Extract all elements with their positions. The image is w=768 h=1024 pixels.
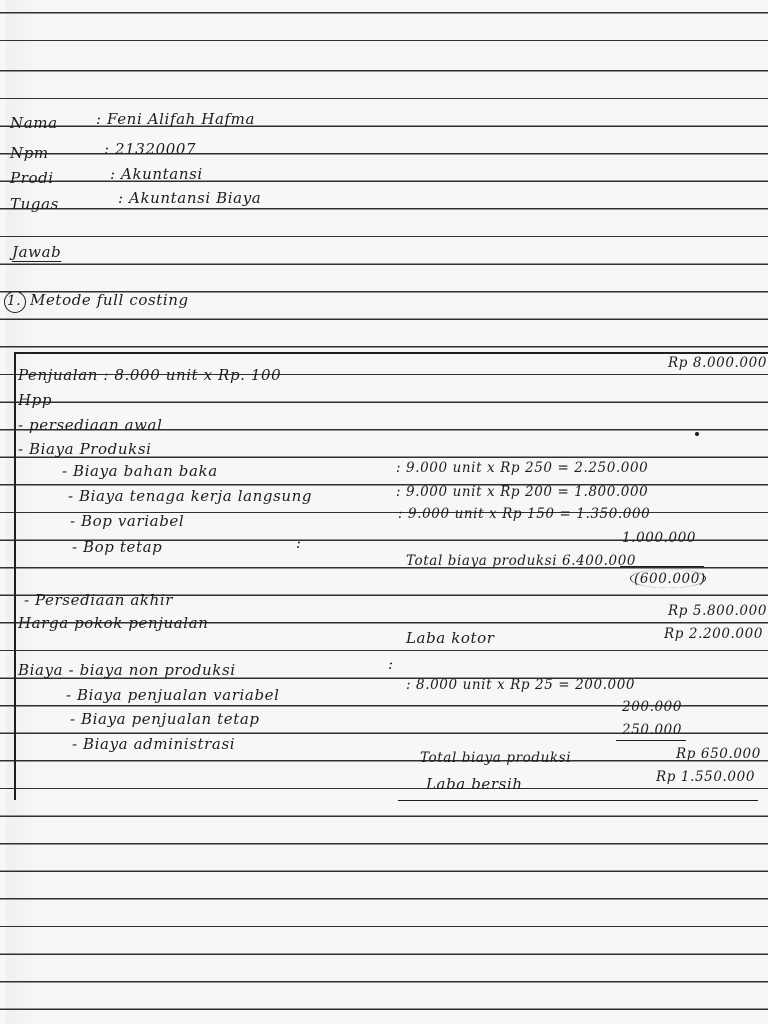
admin-value: 250.000 — [622, 722, 683, 738]
sales-line: Penjualan : 8.000 unit x Rp. 100 — [18, 366, 282, 384]
total-underline — [620, 566, 704, 567]
hpp-label: Hpp — [18, 391, 53, 409]
gross-profit-value: Rp 2.200.000 — [664, 626, 764, 642]
net-profit-label: Laba bersih — [426, 775, 523, 793]
total-nonprod-label: Total biaya produksi — [420, 750, 572, 766]
ink-dot — [695, 432, 699, 436]
variable-overhead-label: - Bop variabel — [70, 512, 185, 530]
ending-inventory-value: (600.000) — [634, 571, 706, 587]
raw-material-calc: : 9.000 unit x Rp 250 = 2.250.000 — [396, 460, 649, 476]
variable-selling-label: - Biaya penjualan variabel — [66, 686, 280, 704]
direct-labor-label: - Biaya tenaga kerja langsung — [68, 487, 313, 505]
nonprod-label: Biaya - biaya non produksi — [18, 661, 236, 679]
variable-selling-calc: : 8.000 unit x Rp 25 = 200.000 — [406, 677, 636, 693]
fixed-selling-value: 200.000 — [622, 699, 683, 715]
tugas-label: Tugas — [10, 195, 59, 213]
name-value: : Feni Alifah Hafma — [96, 110, 256, 128]
admin-label: - Biaya administrasi — [72, 735, 236, 753]
ending-inventory-label: - Persediaan akhir — [24, 591, 174, 609]
variable-overhead-calc: : 9.000 unit x Rp 150 = 1.350.000 — [398, 506, 651, 522]
raw-material-label: - Biaya bahan baka — [62, 462, 218, 480]
net-profit-value: Rp 1.550.000 — [656, 769, 756, 785]
prodi-value: : Akuntansi — [110, 165, 203, 183]
gross-profit-label: Laba kotor — [406, 629, 495, 647]
question-number: 1. — [7, 293, 22, 309]
total-nonprod-value: Rp 650.000 — [676, 746, 761, 762]
tugas-value: : Akuntansi Biaya — [118, 189, 262, 207]
cogs-label: Harga pokok penjualan — [18, 614, 209, 632]
direct-labor-calc: : 9.000 unit x Rp 200 = 1.800.000 — [396, 484, 649, 500]
method-title: Metode full costing — [30, 291, 189, 309]
nonprod-colon: : — [388, 655, 394, 673]
jawab-heading: Jawab — [12, 243, 62, 261]
name-label: Nama — [10, 114, 58, 132]
production-costs-label: - Biaya Produksi — [18, 440, 152, 458]
fixed-overhead-colon: : — [296, 534, 302, 552]
fixed-overhead-value: 1.000.000 — [622, 530, 697, 546]
npm-value: : 21320007 — [104, 140, 197, 158]
fixed-selling-label: - Biaya penjualan tetap — [70, 710, 260, 728]
beginning-inventory-label: - persediaan awal — [18, 416, 163, 434]
cogs-value: Rp 5.800.000 — [668, 603, 768, 619]
total-production-cost: Total biaya produksi 6.400.000 — [406, 553, 637, 569]
admin-underline — [616, 740, 686, 741]
npm-label: Npm — [10, 144, 49, 162]
box-bottom-rule — [398, 800, 758, 801]
sales-total: Rp 8.000.000 — [668, 355, 768, 371]
fixed-overhead-label: - Bop tetap — [72, 538, 163, 556]
prodi-label: Prodi — [10, 169, 54, 187]
